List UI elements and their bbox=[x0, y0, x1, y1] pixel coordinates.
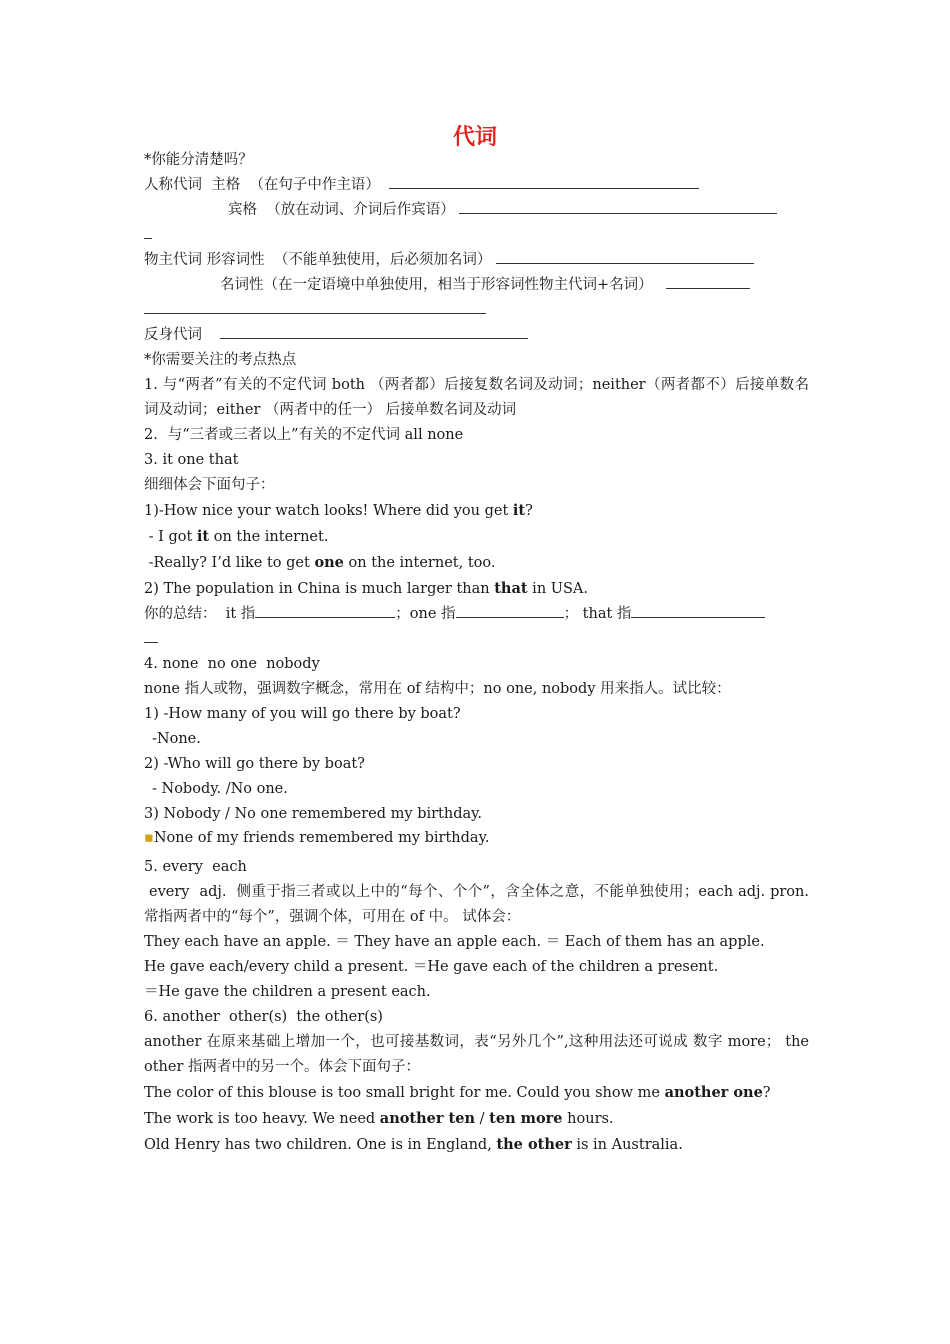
fill-blank[interactable] bbox=[496, 248, 754, 264]
point-2: 2．与“三者或三者以上”有关的不定代词 all none bbox=[144, 427, 464, 443]
example-line: ▪None of my friends remembered my birthday. bbox=[144, 830, 490, 846]
example-line: The work is too heavy. We need another ten / ten more hours. bbox=[144, 1110, 614, 1127]
bullet-mark: ▪ bbox=[144, 830, 154, 846]
point-4: 4. none no one nobody bbox=[144, 656, 320, 672]
point-5: 5. every each bbox=[144, 859, 247, 875]
example-line: 2) The population in China is much larger than that in USA. bbox=[144, 580, 589, 597]
example-line: - Nobody. /No one. bbox=[152, 781, 288, 797]
page-title: 代词 bbox=[452, 125, 497, 150]
point-4-desc: none 指人或物，强调数字概念，常用在 of 结构中；no one, nobody 用来指人。试比较： bbox=[144, 681, 731, 697]
fill-blank[interactable] bbox=[144, 298, 486, 314]
example-line: - I got it on the internet. bbox=[144, 528, 329, 545]
fill-blank[interactable] bbox=[144, 223, 152, 239]
example-line: -Really? I’d like to get one on the internet, too. bbox=[144, 554, 496, 571]
point-5-desc: every adj. 侧重于指三者或以上中的“每个、个个”，含全体之意，不能单独使用；each adj. pron. 常指两者中的“每个”，强调个体，可用在 of 中。 试体会： bbox=[144, 884, 814, 925]
example-line: 2) -Who will go there by boat? bbox=[144, 756, 365, 772]
point-6-desc: another 在原来基础上增加一个，也可接基数词，表“另外几个”,这种用法还可说成 数字 more； the other 指两者中的另一个。体会下面句子： bbox=[144, 1034, 809, 1075]
point-6: 6. another other(s) the other(s) bbox=[144, 1009, 383, 1025]
fill-blank[interactable] bbox=[631, 602, 765, 618]
section-heading: *你能分清楚吗？ bbox=[144, 152, 253, 168]
fill-blank[interactable] bbox=[255, 602, 395, 618]
example-line: 3) Nobody / No one remembered my birthday. bbox=[144, 806, 483, 822]
fill-blank[interactable] bbox=[220, 323, 528, 339]
example-line: -None. bbox=[152, 731, 201, 747]
continuation-line bbox=[144, 298, 809, 323]
continuation-line bbox=[144, 223, 809, 248]
summary-line: 你的总结： it 指 ；one 指 ； that 指 bbox=[144, 602, 809, 627]
example-line: He gave each/every child a present. ＝He gave each of the children a present. bbox=[144, 959, 719, 975]
continuation-line bbox=[144, 627, 809, 652]
example-line: 1) -How many of you will go there by boat? bbox=[144, 706, 461, 722]
example-line: 1)-How nice your watch looks! Where did you get it? bbox=[144, 502, 533, 519]
example-line: ＝He gave the children a present each. bbox=[144, 984, 431, 1000]
document-body bbox=[144, 148, 814, 1158]
reflexive-line: 反身代词 bbox=[144, 323, 809, 348]
possessive-noun-line: 名词性（在一定语境中单独使用，相当于形容词性物主代词+名词） bbox=[144, 273, 809, 298]
possessive-adj-line: 物主代词 形容词性 （不能单独使用，后必须加名词） bbox=[144, 248, 809, 273]
fill-blank[interactable] bbox=[459, 198, 777, 214]
personal-object-line: 宾格 （放在动词、介词后作宾语） bbox=[144, 198, 809, 223]
fill-blank[interactable] bbox=[144, 627, 158, 643]
example-line: Old Henry has two children. One is in England, the other is in Australia. bbox=[144, 1136, 683, 1153]
point-3: 3. it one that bbox=[144, 452, 239, 468]
example-line: The color of this blouse is too small bright for me. Could you show me another one? bbox=[144, 1084, 771, 1101]
fill-blank[interactable] bbox=[389, 173, 699, 189]
fill-blank[interactable] bbox=[456, 602, 564, 618]
point-3-intro: 细细体会下面句子： bbox=[144, 477, 275, 493]
point-1: 1. 与“两者”有关的不定代词 both （两者都）后接复数名词及动词；neither（两者都不）后接单数名词及动词；either （两者中的任一） 后接单数名词及动词 bbox=[144, 377, 809, 418]
personal-subject-line: 人称代词 主格 （在句子中作主语） bbox=[144, 173, 809, 198]
example-line: They each have an apple. ＝ They have an apple each. ＝ Each of them has an apple. bbox=[144, 934, 765, 950]
fill-blank[interactable] bbox=[666, 273, 750, 289]
section-heading: *你需要关注的考点热点 bbox=[144, 352, 297, 368]
